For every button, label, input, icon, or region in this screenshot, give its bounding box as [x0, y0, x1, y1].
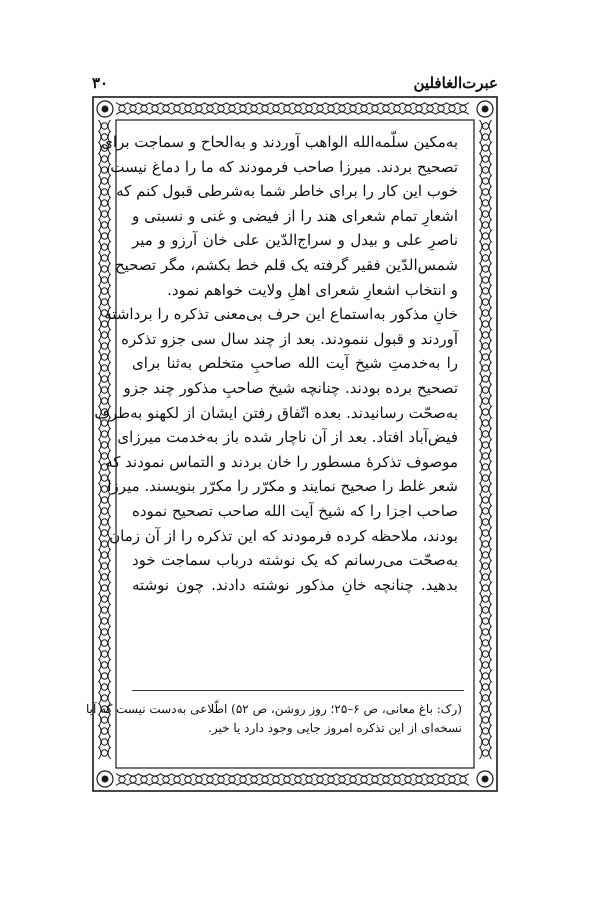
- border-knot: [99, 626, 111, 638]
- border-knot: [292, 774, 304, 786]
- border-knot: [369, 774, 381, 786]
- border-knot: [99, 285, 111, 297]
- border-knot: [424, 103, 436, 115]
- border-knot: [480, 219, 492, 231]
- border-knot: [127, 774, 139, 786]
- border-knot: [99, 362, 111, 374]
- main-text: [94, 130, 458, 597]
- border-knot: [480, 461, 492, 473]
- border-knot: [237, 774, 249, 786]
- border-knot: [358, 774, 370, 786]
- border-knot: [480, 175, 492, 187]
- border-knot: [480, 582, 492, 594]
- border-knot: [99, 659, 111, 671]
- text-line: به‌صحّت رسانیدند. بعده اتّفاق رفتن ایشان از لکهنو به‌طرف: [94, 403, 458, 422]
- border-knot: [160, 774, 172, 786]
- border-knot: [292, 103, 304, 115]
- border-knot: [182, 103, 194, 115]
- border-knot: [435, 774, 447, 786]
- border-knot: [480, 615, 492, 627]
- border-knot: [480, 186, 492, 198]
- border-knot: [480, 670, 492, 682]
- text-line: بدهید. چنانچه خانِ مذکور نوشته دادند. چون نوشته: [132, 575, 458, 594]
- border-knot: [480, 428, 492, 440]
- border-knot: [480, 648, 492, 660]
- border-knot: [480, 351, 492, 363]
- text-line: و انتخاب اشعارِ شعرای اهلِ ولایت خواهم نمود.: [167, 280, 458, 299]
- border-knot: [480, 395, 492, 407]
- border-knot: [480, 560, 492, 572]
- border-knot: [325, 103, 337, 115]
- border-knot: [99, 428, 111, 440]
- border-knot: [237, 103, 249, 115]
- border-knot: [391, 774, 403, 786]
- border-knot: [99, 560, 111, 572]
- border-knot: [480, 406, 492, 418]
- text-line: فیض‌آباد افتاد. بعد از آن ناچار شده باز به‌خدمت میرزای: [117, 428, 458, 447]
- text-line: ناصرِ علی و بیدل و سراج‌الدّین علی خان آرزو و میر: [132, 231, 458, 250]
- border-knot: [99, 637, 111, 649]
- border-knot: [215, 103, 227, 115]
- border-knot: [480, 307, 492, 319]
- border-knot: [480, 120, 492, 132]
- page-header: [92, 72, 498, 96]
- border-knot: [99, 274, 111, 286]
- border-knot: [380, 103, 392, 115]
- border-knot: [480, 197, 492, 209]
- border-knot: [480, 527, 492, 539]
- border-knot: [99, 230, 111, 242]
- border-knot: [347, 774, 359, 786]
- border-knot: [424, 774, 436, 786]
- page-number: ۳۰: [92, 74, 109, 92]
- border-knot: [480, 241, 492, 253]
- border-knot: [215, 774, 227, 786]
- border-knot: [358, 103, 370, 115]
- border-knot: [99, 725, 111, 737]
- border-knot: [480, 593, 492, 605]
- border-knot: [480, 494, 492, 506]
- text-line: صاحب اجزا را که شیخ آیت الله صاحب تصحیح نموده: [132, 501, 458, 520]
- border-knot: [480, 296, 492, 308]
- border-knot: [99, 593, 111, 605]
- border-knot: [99, 351, 111, 363]
- border-knot: [480, 285, 492, 297]
- border-knot: [270, 774, 282, 786]
- border-knot: [480, 516, 492, 528]
- text-line: آوردند و قبول ننمودند. بعد از چند سال سی جزو تذکره: [121, 329, 458, 348]
- border-knot: [281, 103, 293, 115]
- border-knot: [281, 774, 293, 786]
- border-knot: [480, 362, 492, 374]
- border-knot: [402, 103, 414, 115]
- corner-ornament-tr: [477, 101, 493, 117]
- border-knot: [303, 103, 315, 115]
- text-line: به‌صحّت می‌رسانم که یک نوشته درباب سماجت خود: [132, 551, 458, 570]
- border-knot: [99, 252, 111, 264]
- border-knot: [99, 615, 111, 627]
- text-line: را به‌خدمتِ شیخ آیت الله صاحبِ متخلص به‌ثنا برای: [132, 354, 458, 373]
- border-knot: [116, 774, 128, 786]
- border-knot: [171, 774, 183, 786]
- border-knot: [391, 103, 403, 115]
- border-knot: [336, 103, 348, 115]
- border-knot: [193, 103, 205, 115]
- border-knot: [480, 549, 492, 561]
- border-knot: [99, 505, 111, 517]
- border-knot: [226, 774, 238, 786]
- border-knot: [303, 774, 315, 786]
- border-knot: [160, 103, 172, 115]
- border-knot: [347, 103, 359, 115]
- border-knot: [480, 450, 492, 462]
- border-knot: [99, 340, 111, 352]
- border-knot: [248, 774, 260, 786]
- border-knot: [480, 483, 492, 495]
- border-knot: [99, 373, 111, 385]
- border-knot: [204, 774, 216, 786]
- border-knot: [138, 103, 150, 115]
- border-knot: [480, 626, 492, 638]
- text-line: موصوف تذکرهٔ مسطور را خان بردند و التماس نمودند که: [105, 452, 458, 471]
- border-knot: [99, 329, 111, 341]
- border-knot: [480, 659, 492, 671]
- border-knot: [314, 774, 326, 786]
- text-line: شعر غلط را صحیح نمایند و مکرّر را مکرّر بنویسند. میرزا: [107, 477, 458, 496]
- border-knot: [99, 670, 111, 682]
- border-knot: [446, 103, 458, 115]
- footnote-line: نسخه‌ای از این تذکره امروز جایی وجود دارد یا خیر.: [208, 721, 462, 735]
- border-knot: [204, 103, 216, 115]
- border-knot: [138, 774, 150, 786]
- border-knot: [480, 208, 492, 220]
- border-knot: [480, 263, 492, 275]
- text-line: شمس‌الدّین فقیر گرفته یک قلم خط بکشم، مگر تصحیح: [115, 255, 458, 274]
- border-knot: [259, 774, 271, 786]
- border-knot: [99, 197, 111, 209]
- border-knot: [480, 329, 492, 341]
- border-knot: [480, 692, 492, 704]
- border-knot: [99, 736, 111, 748]
- corner-ornament-tl: [97, 101, 113, 117]
- border-knot: [480, 538, 492, 550]
- border-knot: [413, 103, 425, 115]
- border-knot: [182, 774, 194, 786]
- border-knot: [248, 103, 260, 115]
- corner-ornament-bl: [97, 771, 113, 787]
- border-knot: [314, 103, 326, 115]
- text-line: اشعارِ تمام شعرای هند را از فیضی و غنی و نسبتی و: [132, 206, 458, 225]
- border-knot: [380, 774, 392, 786]
- text-line: خوب این کار را برای خاطر شما به‌شرطی قبول کنم که: [116, 182, 458, 201]
- border-knot: [480, 736, 492, 748]
- border-knot: [99, 241, 111, 253]
- text-line: بودند، ملاحظه کرده فرمودند که این تذکره را از آن زمان: [109, 526, 458, 545]
- border-knot: [480, 681, 492, 693]
- border-knot: [99, 681, 111, 693]
- border-knot: [99, 384, 111, 396]
- text-line: تصحیح بردند. میرزا صاحب فرمودند که ما را دماغ نیست،: [105, 157, 458, 176]
- border-knot: [480, 571, 492, 583]
- border-knot: [435, 103, 447, 115]
- border-knot: [480, 384, 492, 396]
- border-knot: [480, 472, 492, 484]
- border-knot: [116, 103, 128, 115]
- border-knot: [149, 103, 161, 115]
- border-knot: [480, 373, 492, 385]
- border-knot: [480, 340, 492, 352]
- border-knot: [457, 103, 469, 115]
- border-knot: [480, 714, 492, 726]
- border-knot: [480, 725, 492, 737]
- border-knot: [99, 219, 111, 231]
- border-knot: [99, 582, 111, 594]
- text-line: به‌مکین سلّمه‌الله الواهب آوردند و به‌الحاح و سماجت برای: [101, 133, 458, 151]
- border-knot: [226, 103, 238, 115]
- border-knot: [413, 774, 425, 786]
- border-knot: [99, 604, 111, 616]
- border-knot: [99, 263, 111, 275]
- border-knot: [402, 774, 414, 786]
- border-knot: [127, 103, 139, 115]
- border-knot: [480, 274, 492, 286]
- border-knot: [369, 103, 381, 115]
- border-knot: [446, 774, 458, 786]
- border-knot: [149, 774, 161, 786]
- border-knot: [457, 774, 469, 786]
- book-title: عبرت‌الغافلین: [413, 74, 498, 92]
- border-knot: [99, 186, 111, 198]
- border-knot: [480, 703, 492, 715]
- border-knot: [480, 747, 492, 759]
- border-knot: [259, 103, 271, 115]
- border-knot: [480, 318, 492, 330]
- footnote-line: (رک: باغ معانی، ص ۶–۲۵؛ روز روشن، ص ۵۲) اطّلاعی به‌دست نیست که آیا: [86, 702, 462, 716]
- border-knot: [325, 774, 337, 786]
- border-knot: [480, 164, 492, 176]
- border-knot: [99, 648, 111, 660]
- footnote: [86, 700, 462, 738]
- border-knot: [480, 153, 492, 165]
- border-knot: [336, 774, 348, 786]
- footnote-separator: [132, 690, 464, 691]
- border-knot: [480, 637, 492, 649]
- border-knot: [99, 747, 111, 759]
- corner-ornament-br: [477, 771, 493, 787]
- border-knot: [171, 103, 183, 115]
- border-knot: [480, 230, 492, 242]
- ornamental-frame: [86, 96, 498, 792]
- border-knot: [193, 774, 205, 786]
- border-knot: [270, 103, 282, 115]
- border-knot: [480, 417, 492, 429]
- border-knot: [480, 142, 492, 154]
- text-line: خانِ مذکور به‌استماع این حرف بی‌معنی تذکره را برداشته: [104, 305, 458, 324]
- border-knot: [480, 604, 492, 616]
- text-line: تصحیح برده بودند. چنانچه شیخ صاحبِ مذکور چند جزو: [123, 378, 458, 397]
- border-knot: [480, 505, 492, 517]
- border-knot: [480, 131, 492, 143]
- border-knot: [99, 549, 111, 561]
- border-knot: [480, 252, 492, 264]
- border-knot: [99, 208, 111, 220]
- border-knot: [480, 439, 492, 451]
- border-knot: [99, 571, 111, 583]
